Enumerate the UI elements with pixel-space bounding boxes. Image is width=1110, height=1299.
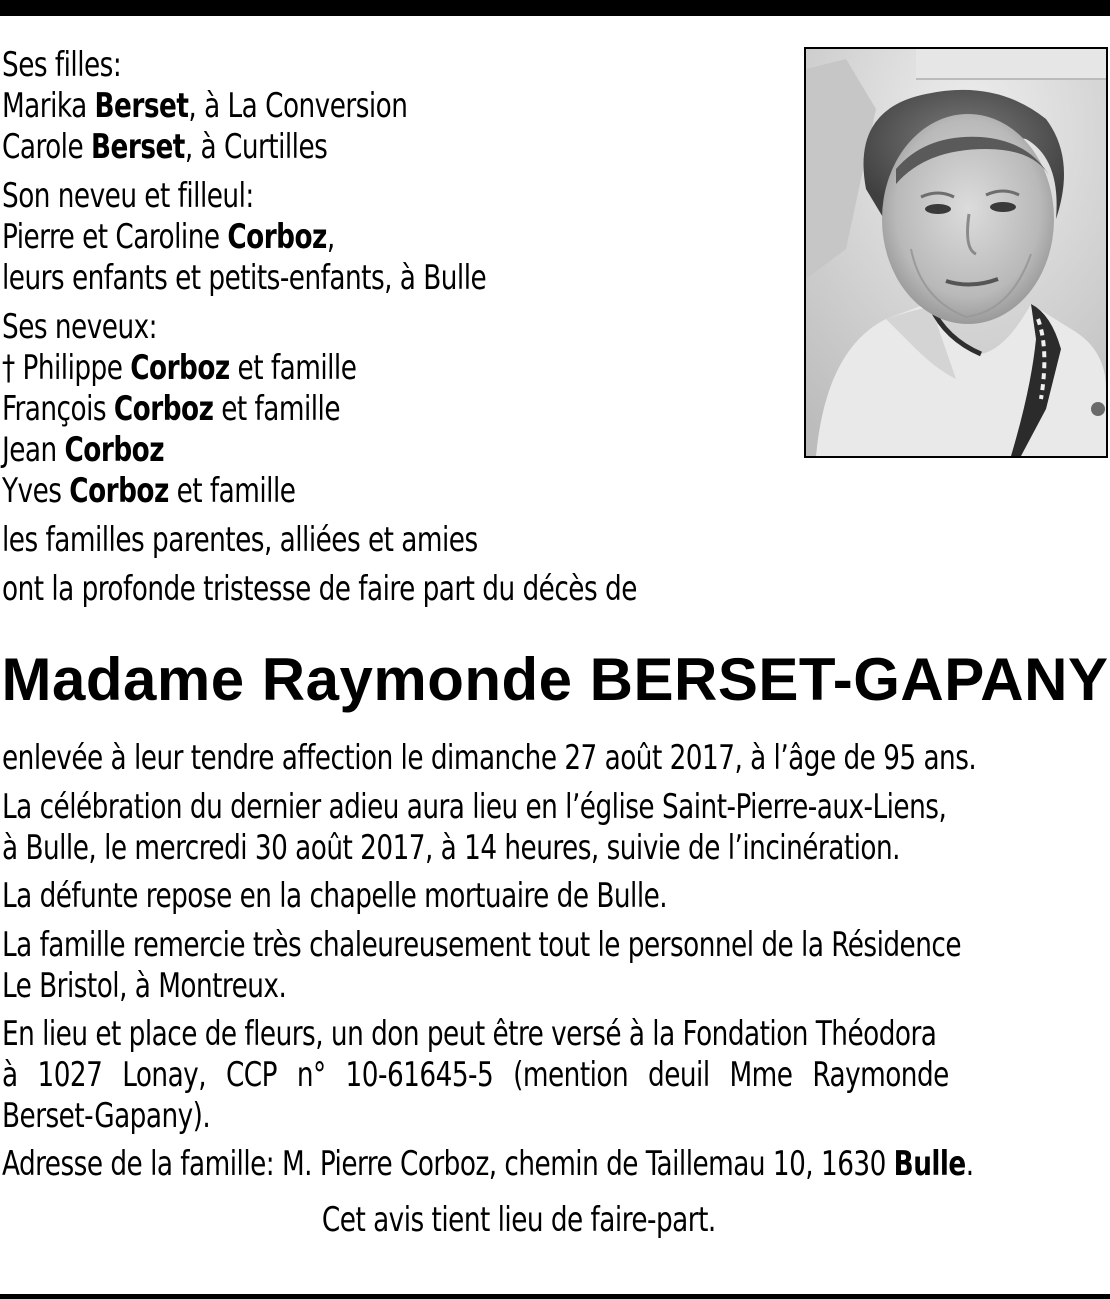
daughter-carole: Carole Berset, à Curtilles — [2, 127, 328, 167]
nephew-godson-descendants: leurs enfants et petits-enfants, à Bulle — [2, 258, 487, 298]
closing-note: Cet avis tient lieu de faire-part. — [321, 1200, 716, 1240]
ceremony-line-2: à Bulle, le mercredi 30 août 2017, à 14 heures, suivie de l’incinération. — [2, 828, 900, 868]
thanks-paragraph — [2, 924, 962, 1006]
announce-line: ont la profonde tristesse de faire part du décès de — [2, 569, 637, 609]
announce-group — [2, 568, 953, 609]
thanks-line-2: Le Bristol, à Montreux. — [2, 966, 287, 1006]
donation-paragraph — [2, 1013, 953, 1136]
donation-line-1: En lieu et place de fleurs, un don peut être versé à la Fondation Théodora — [2, 1014, 937, 1054]
families-group — [2, 519, 953, 560]
daughter-marika: Marika Berset, à La Conversion — [2, 86, 408, 126]
rest-line: La défunte repose en la chapelle mortuaire de Bulle. — [2, 876, 668, 916]
portrait-photo — [804, 47, 1108, 458]
nephew-francois: François Corboz et famille — [2, 389, 341, 429]
ceremony-line-1: La célébration du dernier adieu aura lieu en l’église Saint-Pierre-aux-Liens, — [2, 787, 947, 827]
nephew-philippe: † Philippe Corboz et famille — [2, 348, 357, 388]
deceased-name: Madame Raymonde BERSET-GAPANY — [1, 646, 1109, 713]
nephew-yves: Yves Corboz et famille — [2, 471, 296, 511]
daughters-heading: Ses filles: — [2, 45, 122, 85]
death-line: enlevée à leur tendre affection le dimanche 27 août 2017, à l’âge de 95 ans. — [2, 738, 977, 778]
notice-details — [2, 737, 1108, 1248]
family-address: Adresse de la famille: M. Pierre Corboz, chemin de Taillemau 10, 1630 Bulle. — [2, 1144, 974, 1184]
portrait-image — [806, 49, 1106, 456]
nephew-jean: Jean Corboz — [2, 430, 164, 470]
ceremony-paragraph — [2, 786, 953, 868]
donation-line-2: à 1027 Lonay, CCP n° 10-61645-5 (mention deuil Mme Raymonde — [2, 1055, 949, 1095]
nephew-godson-pierre: Pierre et Caroline Corboz, — [2, 217, 335, 257]
thanks-line-1: La famille remercie très chaleureusement tout le personnel de la Résidence — [2, 925, 962, 965]
donation-line-3: Berset-Gapany). — [2, 1096, 211, 1136]
nephews-heading: Ses neveux: — [2, 307, 158, 347]
families-line: les familles parentes, alliées et amies — [2, 520, 478, 560]
nephew-godson-heading: Son neveu et filleul: — [2, 176, 254, 216]
top-rule — [0, 0, 1110, 16]
bottom-rule — [0, 1294, 1110, 1299]
